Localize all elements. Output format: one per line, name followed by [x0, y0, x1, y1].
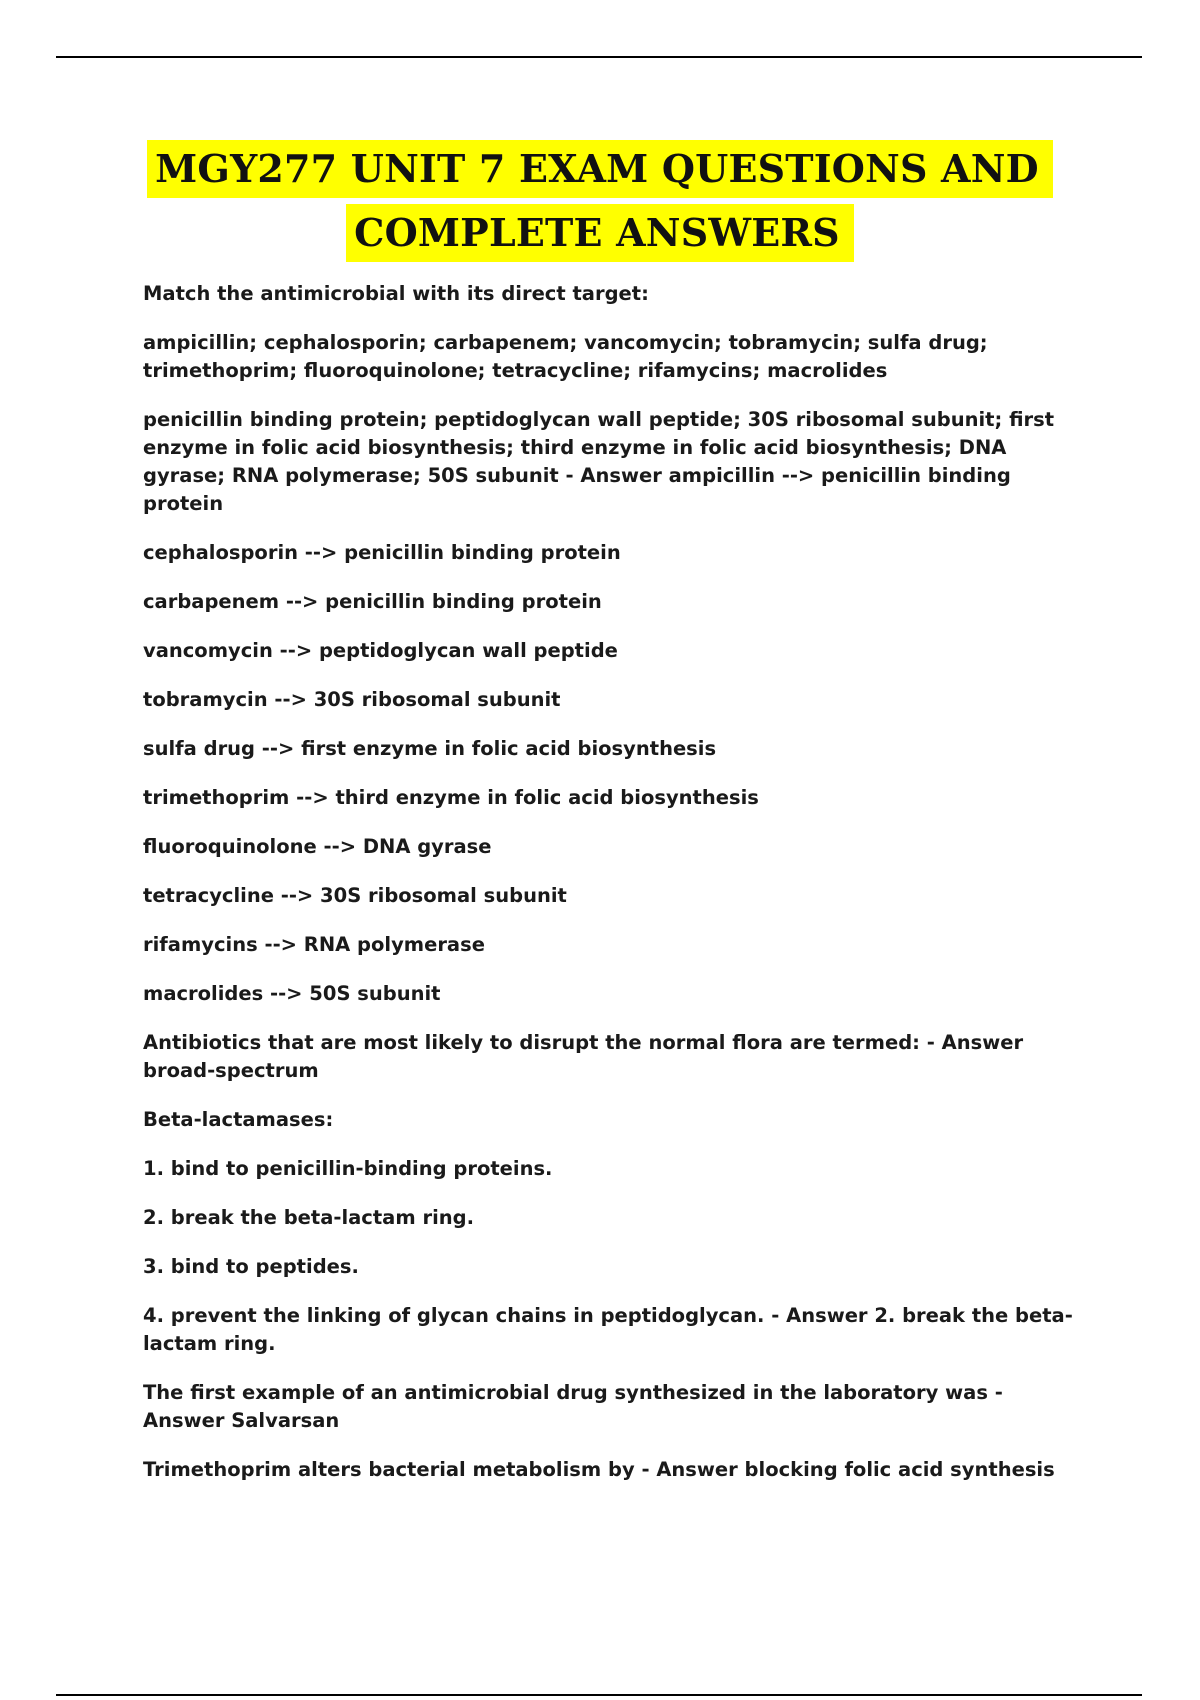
- option-item-answer: 4. prevent the linking of glycan chains in peptidoglycan. - Answer 2. break the beta-lactam ring.: [143, 1304, 1073, 1355]
- option-item: 1. bind to penicillin-binding proteins.: [143, 1157, 553, 1180]
- question-prompt: Beta-lactamases:: [143, 1108, 334, 1131]
- answer-line: trimethoprim --> third enzyme in folic acid biosynthesis: [143, 786, 759, 809]
- top-rule: [56, 56, 1142, 58]
- antimicrobial-list: ampicillin; cephalosporin; carbapenem; vancomycin; tobramycin; sulfa drug; trimethoprim; fluoroquinolone; tetracycline; rifamycins; macrolides: [143, 331, 988, 382]
- answer-line: macrolides --> 50S subunit: [143, 982, 441, 1005]
- document-body: [143, 280, 1088, 1505]
- answer-line: carbapenem --> penicillin binding protein: [143, 590, 602, 613]
- bottom-rule: [56, 1694, 1142, 1696]
- answer-line: rifamycins --> RNA polymerase: [143, 933, 485, 956]
- answer-line: cephalosporin --> penicillin binding protein: [143, 541, 621, 564]
- answer-line: tobramycin --> 30S ribosomal subunit: [143, 688, 561, 711]
- question-answer: The first example of an antimicrobial drug synthesized in the laboratory was - Answer Salvarsan: [143, 1381, 1003, 1432]
- target-list-answer: penicillin binding protein; peptidoglycan wall peptide; 30S ribosomal subunit; first enzyme in folic acid biosynthesis; third enzyme in folic acid biosynthesis; DNA gyrase; RNA polymerase; 50S subunit - Answer ampicillin --> penicillin binding protein: [143, 408, 1055, 515]
- document-title: [0, 140, 1200, 262]
- answer-line: sulfa drug --> first enzyme in folic acid biosynthesis: [143, 737, 717, 760]
- title-line-1: MGY277 UNIT 7 EXAM QUESTIONS AND: [147, 140, 1053, 198]
- question-answer: Trimethoprim alters bacterial metabolism by - Answer blocking folic acid synthesis: [143, 1458, 1055, 1481]
- option-item: 2. break the beta-lactam ring.: [143, 1206, 474, 1229]
- option-item: 3. bind to peptides.: [143, 1255, 359, 1278]
- answer-line: tetracycline --> 30S ribosomal subunit: [143, 884, 567, 907]
- question-answer: Antibiotics that are most likely to disrupt the normal flora are termed: - Answer broad-spectrum: [143, 1031, 1024, 1082]
- question-prompt: Match the antimicrobial with its direct target:: [143, 282, 649, 305]
- answer-line: vancomycin --> peptidoglycan wall peptide: [143, 639, 618, 662]
- answer-line: fluoroquinolone --> DNA gyrase: [143, 835, 492, 858]
- title-line-2: COMPLETE ANSWERS: [346, 204, 854, 262]
